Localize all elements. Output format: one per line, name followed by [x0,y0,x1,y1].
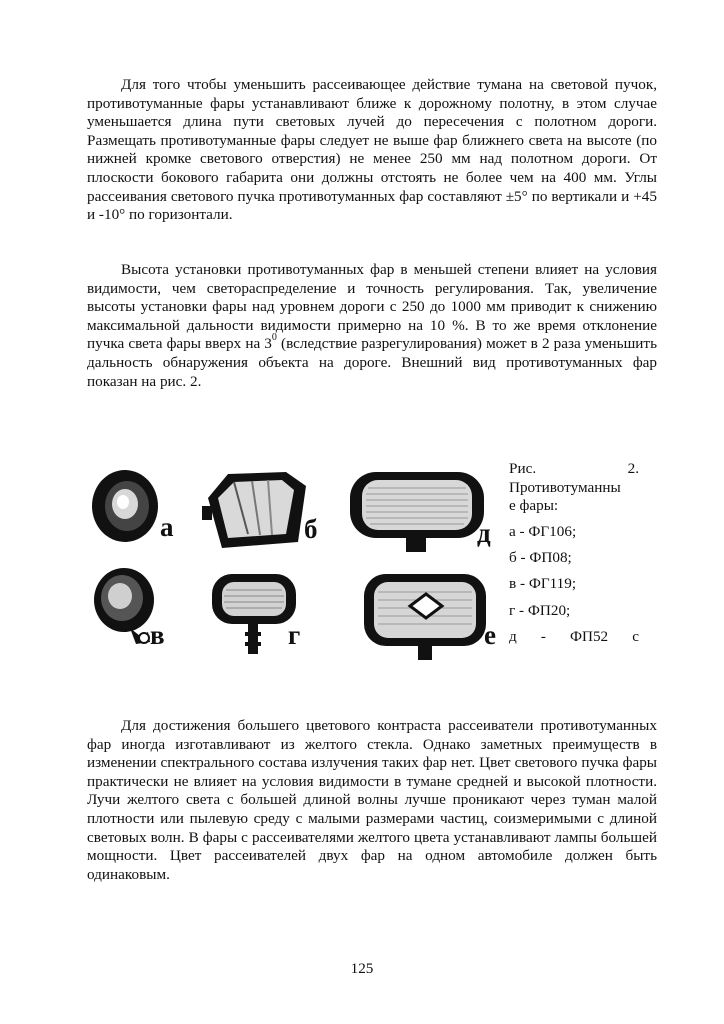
fog-lamp-b-illustration [202,468,312,554]
caption-line-3: е фары: [509,497,559,515]
fig-label-b: б [304,514,318,544]
paragraph-mounting-height-text: Высота установки противотуманных фар в меньшей степени влияет на условия видимости, чем светораспределение и точность регулирования. Так, увеличение высоты установки фары над уровнем дороги с 250 до 1000 мм приводит к снижению максимальной дальности видимости примерно на 10 %. В то же время отклонение пучка света фары вверх на 3 [87,261,657,353]
caption-item-v: в - ФГ119; [509,575,577,593]
degree-superscript: 0 [271,332,277,344]
figure-caption [509,460,639,646]
fig-label-a: а [160,512,174,542]
fog-lamp-d-illustration [348,470,488,556]
caption-line-2: Противотуманны [509,478,621,496]
fig-label-e: е [484,620,496,650]
fog-lamp-a-illustration [90,468,160,544]
caption-item-g: г - ФП20; [509,601,571,619]
caption-item-b: б - ФП08; [509,549,572,567]
paragraph-mounting-height-text-end: (вследствие разрегулирования) может в 2 раза уменьшить дальность обнаружения объекта на дороге. Внешний вид противотуманных фар показан на рис. 2. [87,335,657,390]
paragraph-yellow-glass: Для достижения большего цветового контраста рассеиватели противотуманных фар иногда изготавливают из желтого стекла. Однако заметных преимуществ в изменении спектрального состава излучения таких фар нет. Цвет светового пучка фары практически не влияет на условия видимости в тумане средней и высокой плотности. Лучи желтого света с большей длиной волны лучше проникают через туман малой плотности или пылевую среду с малыми размерами частиц, соизмеримыми с длиной световых волн. В фары с рассеивателями желтого цвета устанавливают лампы большей мощности. Цвет рассеивателей двух фар на одном автомобиле должен быть одинаковым. [87,717,657,883]
caption-item-a: а - ФГ106; [509,523,577,541]
paragraph-mounting-height [87,261,657,391]
paragraph-fog-lamp-placement: Для того чтобы уменьшить рассеивающее действие тумана на световой пучок, противотуманные фары устанавливают ближе к дорожному полотну, в этом случае уменьшается длина пути световых лучей до пересечения с полотном дороги. Размещать противотуманные фары следует не выше фар ближнего света на высоте (по нижней кромке светового отверстия) не менее 250 мм над полотном дороги. От плоскости бокового габарита они должны отстоять не более чем на 400 мм. Углы рассеивания светового пучка противотуманных фар составляют ±5° по вертикали и +45 и -10° по горизонтали. [87,76,657,224]
fog-lamp-g-illustration [210,572,300,660]
fig-label-d: д [477,518,491,548]
fig-label-v: в [150,620,165,650]
fig-label-g: г [288,620,301,650]
caption-item-d: д - ФП52 с [509,627,639,645]
caption-title: Рис. 2. [509,460,639,477]
fog-lamp-e-illustration [362,572,490,664]
page-number: 125 [350,960,374,977]
